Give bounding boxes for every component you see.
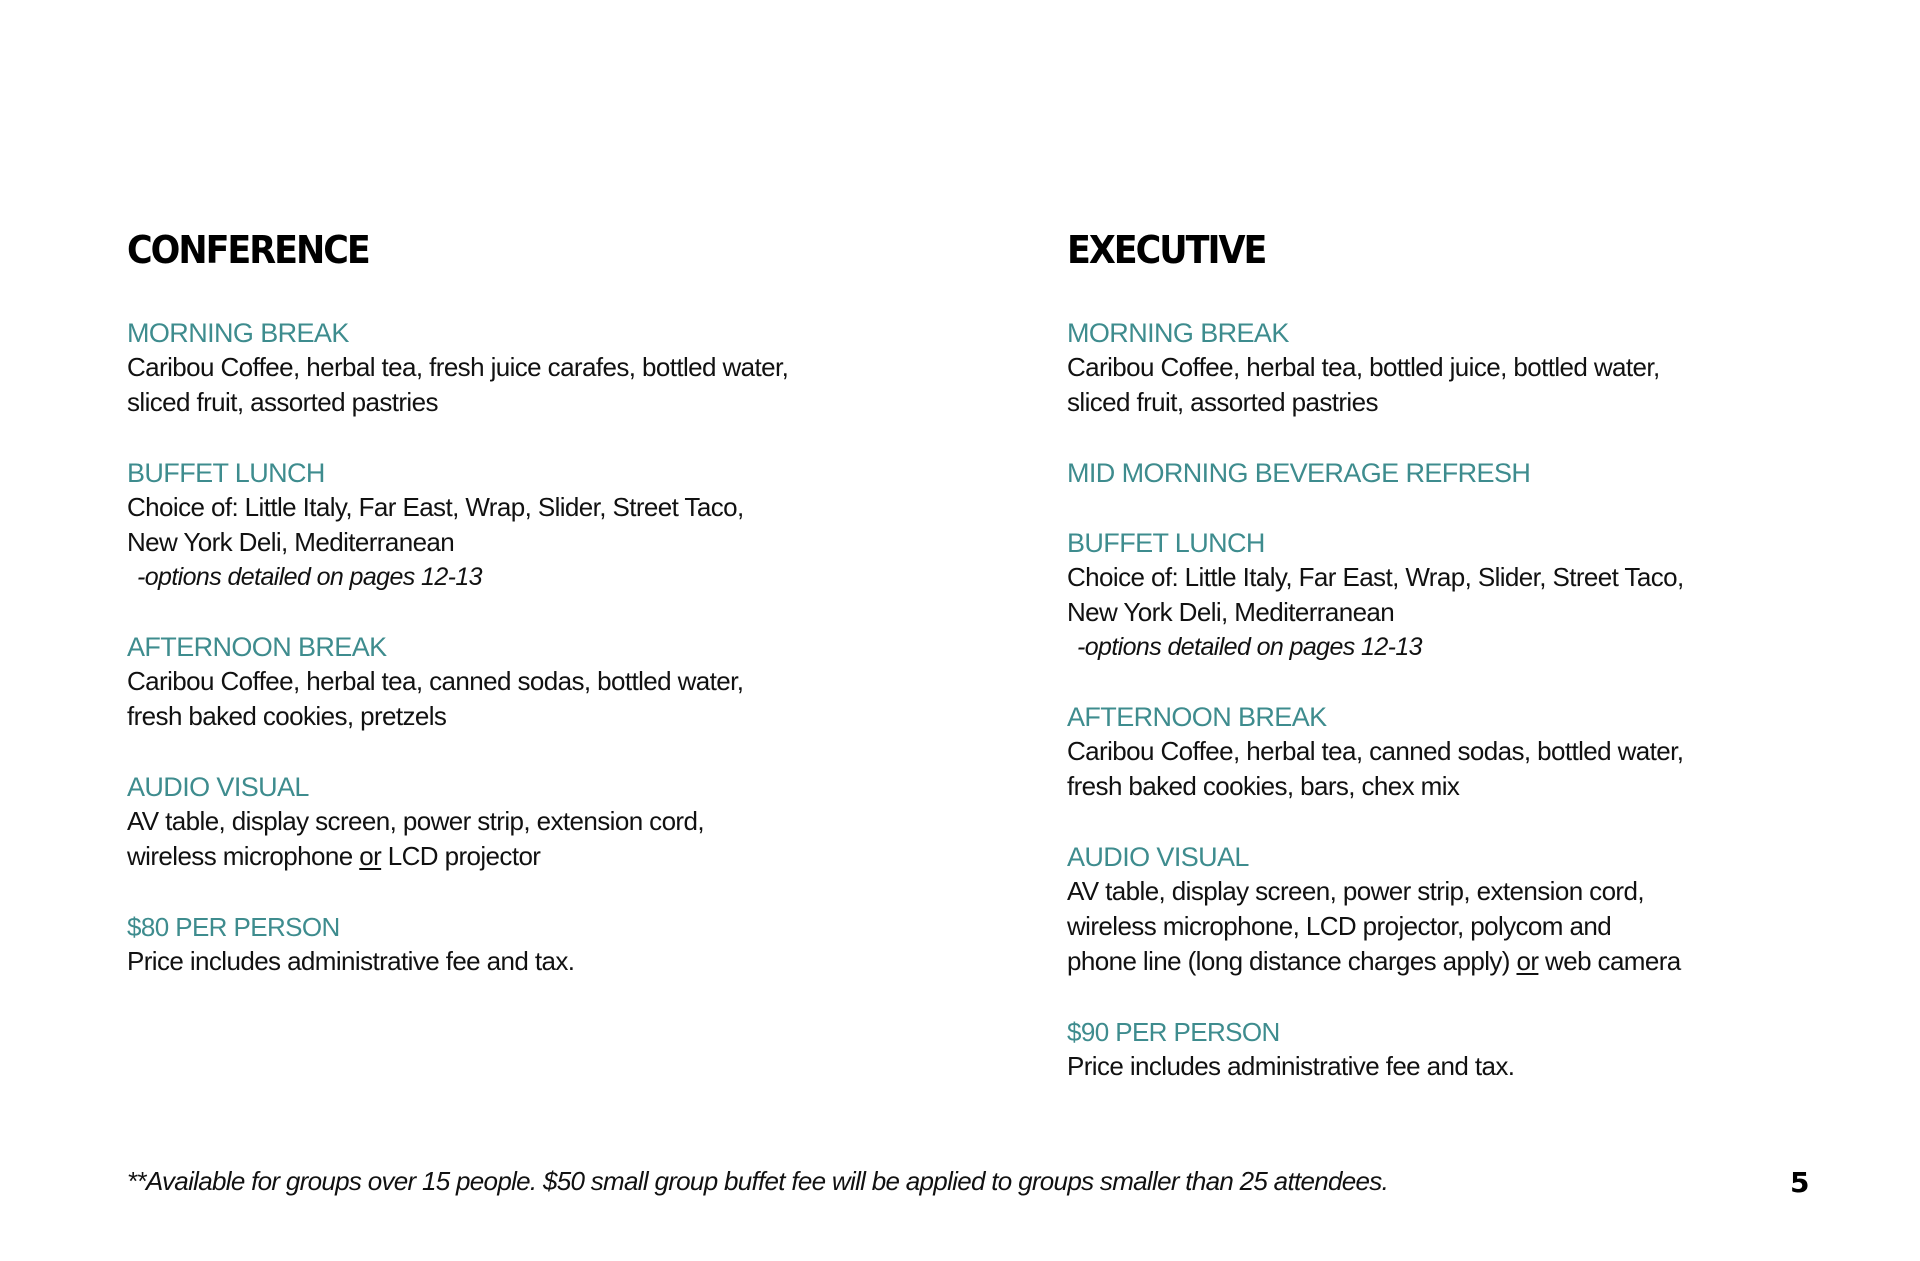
section-heading: AFTERNOON BREAK (127, 632, 387, 662)
conference-price (127, 910, 887, 979)
conference-buffet-lunch (127, 456, 887, 594)
section-note: -options detailed on pages 12-13 (137, 563, 482, 591)
section-heading: AUDIO VISUAL (1067, 842, 1249, 872)
text-fragment: LCD projector (381, 841, 541, 871)
conference-audio-visual (127, 770, 887, 874)
price-heading: $90 PER PERSON (1067, 1017, 1280, 1047)
executive-price (1067, 1015, 1827, 1084)
executive-morning-break (1067, 316, 1827, 420)
section-text: sliced fruit, assorted pastries (1067, 387, 1378, 417)
conference-morning-break (127, 316, 887, 420)
section-text: wireless microphone, LCD projector, polycom and (1067, 911, 1612, 941)
executive-title: EXECUTIVE (1067, 228, 1266, 272)
section-text: Choice of: Little Italy, Far East, Wrap, Slider, Street Taco, (1067, 562, 1684, 592)
executive-afternoon-break (1067, 700, 1827, 804)
section-text: sliced fruit, assorted pastries (127, 387, 438, 417)
conference-title: CONFERENCE (127, 228, 369, 272)
page-number: 5 (1790, 1166, 1810, 1199)
section-heading: AFTERNOON BREAK (1067, 702, 1327, 732)
price-note: Price includes administrative fee and tax. (127, 946, 575, 976)
section-heading: MORNING BREAK (1067, 318, 1289, 348)
section-note: -options detailed on pages 12-13 (1077, 633, 1422, 661)
price-note: Price includes administrative fee and tax. (1067, 1051, 1515, 1081)
section-text: Caribou Coffee, herbal tea, bottled juice, bottled water, (1067, 352, 1660, 382)
section-text (127, 839, 887, 874)
section-heading: MORNING BREAK (127, 318, 349, 348)
section-heading: AUDIO VISUAL (127, 772, 309, 802)
footnote: **Available for groups over 15 people. $50 small group buffet fee will be applied to groups smaller than 25 attendees. (127, 1166, 1389, 1196)
executive-buffet-lunch (1067, 526, 1827, 664)
section-heading: MID MORNING BEVERAGE REFRESH (1067, 458, 1531, 488)
section-text: Caribou Coffee, herbal tea, fresh juice carafes, bottled water, (127, 352, 789, 382)
section-heading: BUFFET LUNCH (127, 458, 325, 488)
text-fragment: web camera (1538, 946, 1681, 976)
section-text: AV table, display screen, power strip, extension cord, (127, 806, 704, 836)
text-fragment: phone line (long distance charges apply) (1067, 946, 1517, 976)
section-text: Choice of: Little Italy, Far East, Wrap, Slider, Street Taco, (127, 492, 744, 522)
executive-audio-visual (1067, 840, 1827, 979)
section-text: fresh baked cookies, bars, chex mix (1067, 771, 1460, 801)
executive-mid-morning-refresh (1067, 456, 1827, 490)
price-heading: $80 PER PERSON (127, 912, 340, 942)
section-text: New York Deli, Mediterranean (127, 527, 455, 557)
conference-package (127, 226, 887, 1015)
section-text: AV table, display screen, power strip, extension cord, (1067, 876, 1644, 906)
section-text: fresh baked cookies, pretzels (127, 701, 447, 731)
underlined-or: or (359, 841, 382, 871)
section-text: Caribou Coffee, herbal tea, canned sodas, bottled water, (1067, 736, 1684, 766)
text-fragment: wireless microphone (127, 841, 360, 871)
section-text: Caribou Coffee, herbal tea, canned sodas, bottled water, (127, 666, 744, 696)
executive-package (1067, 226, 1827, 1120)
section-text: New York Deli, Mediterranean (1067, 597, 1395, 627)
section-text (1067, 944, 1827, 979)
section-heading: BUFFET LUNCH (1067, 528, 1265, 558)
conference-afternoon-break (127, 630, 887, 734)
underlined-or: or (1516, 946, 1539, 976)
